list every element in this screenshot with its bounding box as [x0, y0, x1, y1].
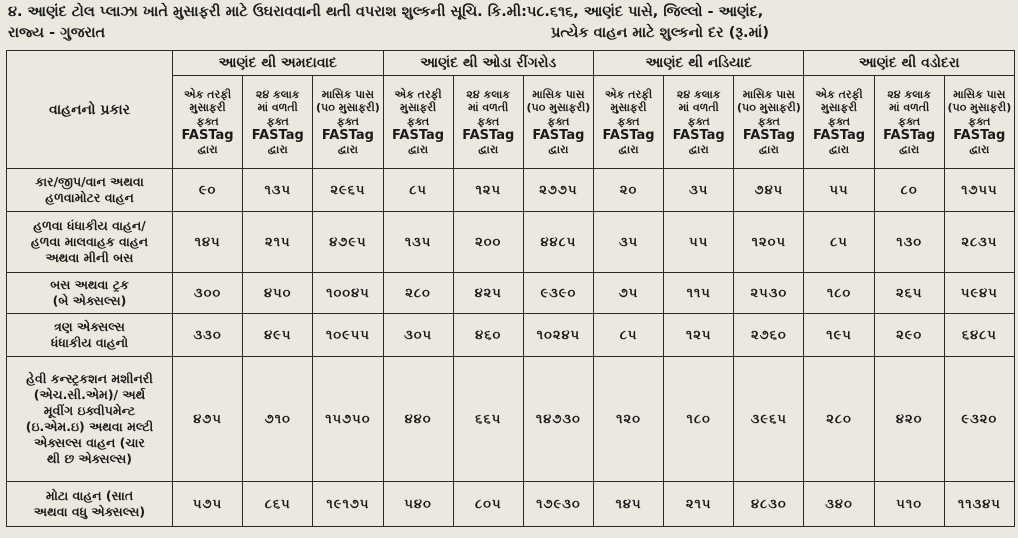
- fastag-label: FASTag: [251, 128, 304, 143]
- fee-type-header-line: માં વળતી: [889, 101, 930, 114]
- fee-cell: ૧૮૦: [804, 273, 874, 314]
- fee-type-header-line: દ્વારા: [758, 143, 779, 156]
- fee-cell: ૮૦૫: [453, 482, 523, 527]
- page-title: ૪. આણંદ ટોલ પ્લાઝા ખાતે મુસાફરી માટે ઉઘરાવવાની થતી વપરાશ શુલ્કની સૂચિ. કિ.મી:૫૮.૬૧૬, આણંદ પાસે, જિલ્લો - આણંદ,: [8, 4, 764, 20]
- fee-type-header-line: દ્વારા: [197, 143, 218, 156]
- fee-cell: ૪૮૩૦: [734, 482, 804, 527]
- vehicle-type-line: મોટા વાહન (સાત: [45, 488, 134, 503]
- table-row: [7, 212, 1015, 273]
- fee-cell: ૫૫: [664, 212, 734, 273]
- fastag-label: FASTag: [321, 128, 374, 143]
- fee-type-header-line: ફક્ત: [407, 114, 430, 128]
- fee-cell: ૧૫૭૫૦: [313, 357, 383, 482]
- route-header-row: [7, 51, 1015, 76]
- fee-type-header-line: દ્વારા: [829, 143, 850, 156]
- fee-type-header-line: દ્વારા: [969, 143, 990, 156]
- fee-type-header-line: ૨૪ કલાક: [466, 87, 511, 101]
- fee-cell: ૫૯૪૫: [944, 273, 1014, 314]
- fee-cell: ૬૬૫: [453, 357, 523, 482]
- fee-cell: ૫૪૦: [383, 482, 453, 527]
- fee-cell: ૮૦: [874, 169, 944, 212]
- fee-cell: ૯૩૨૦: [944, 357, 1014, 482]
- fee-type-header-line: માં વળતી: [468, 101, 509, 114]
- vehicle-type-line: (બે એક્સલ્સ): [52, 293, 127, 308]
- fee-cell: ૯૩૯૦: [523, 273, 593, 314]
- fee-type-header: [453, 76, 523, 169]
- fee-type-header-line: (૫૦ મુસાફરી): [947, 101, 1012, 114]
- vehicle-type-cell: [7, 273, 173, 314]
- vehicle-type-cell: [7, 357, 173, 482]
- fee-cell: ૧૩૫: [383, 212, 453, 273]
- fastag-label: FASTag: [462, 128, 515, 143]
- fee-cell: ૧૨૦૫: [734, 212, 804, 273]
- fee-type-header-line: (૫૦ મુસાફરી): [316, 101, 380, 114]
- fee-cell: ૨૭૭૫: [523, 169, 593, 212]
- vehicle-type-line: થી છ એક્સલ્સ): [46, 451, 133, 466]
- fee-cell: ૪૪૮૫: [523, 212, 593, 273]
- fee-type-header-line: એક તરફી: [815, 87, 863, 101]
- fee-cell: ૧૮૦: [664, 357, 734, 482]
- fee-cell: ૨૯૦: [874, 314, 944, 357]
- fee-cell: ૮૬૫: [243, 482, 313, 527]
- fee-cell: ૫૭૫: [173, 482, 243, 527]
- fee-cell: ૧૯૧૭૫: [313, 482, 383, 527]
- fee-type-header-line: (૫૦ મુસાફરી): [736, 101, 801, 114]
- toll-fee-table: [6, 50, 1015, 527]
- vehicle-type-cell: [7, 169, 173, 212]
- fastag-label: FASTag: [742, 128, 795, 143]
- fee-type-header: [383, 76, 453, 169]
- fee-type-header-line: મુસાફરી: [400, 101, 437, 114]
- vehicle-type-line: અથવા વધુ એક્સલ્સ): [33, 504, 146, 519]
- fee-cell: ૪૫૦: [243, 273, 313, 314]
- fee-cell: ૩૦૫: [383, 314, 453, 357]
- fee-cell: ૧૨૫: [664, 314, 734, 357]
- fee-cell: ૨૧૫: [664, 482, 734, 527]
- fee-type-header-line: દ્વારા: [899, 143, 920, 156]
- fee-type-header: [523, 76, 593, 169]
- fee-cell: ૮૫: [593, 314, 663, 357]
- fee-type-header-line: મુસાફરી: [610, 101, 647, 114]
- fee-type-header-line: દ્વારા: [267, 143, 288, 156]
- fee-cell: ૧૩૫: [243, 169, 313, 212]
- fee-type-header-line: મુસાફરી: [820, 101, 858, 114]
- fee-cell: ૩૫: [664, 169, 734, 212]
- fee-cell: ૭૫: [593, 273, 663, 314]
- fee-cell: ૧૦૯૫૫: [313, 314, 383, 357]
- table-row: [7, 314, 1015, 357]
- fee-cell: ૮૫: [383, 169, 453, 212]
- fee-type-header-line: ૨૪ કલાક: [255, 87, 300, 101]
- fee-cell: ૮૫: [804, 212, 874, 273]
- vehicle-type-line: એક્સલ્સ વાહન (ચાર: [34, 435, 145, 450]
- fee-type-header-line: માસિક પાસ: [742, 87, 795, 101]
- fee-cell: ૭૧૦: [243, 357, 313, 482]
- vehicle-type-line: હળવા માલવાહક વાહન: [30, 234, 149, 249]
- fee-type-header-line: ફક્ત: [757, 114, 780, 128]
- fee-type-header-line: દ્વારા: [688, 143, 709, 156]
- fee-type-header: [944, 76, 1014, 169]
- fee-type-header-line: ફક્ત: [266, 114, 289, 128]
- fee-cell: ૪૬૦: [453, 314, 523, 357]
- vehicle-type-line: હેવી કન્સ્ટ્રકશન મશીનરી: [26, 371, 153, 386]
- fastag-label: FASTag: [392, 128, 445, 143]
- fee-cell: ૧૦૦૪૫: [313, 273, 383, 314]
- fee-type-header-line: માં વળતી: [678, 101, 719, 114]
- state-label: રાજ્ય - ગુજરાત: [8, 25, 106, 41]
- fee-cell: ૩૫: [593, 212, 663, 273]
- vehicle-type-line: ત્રણ એક્સલ્સ: [54, 319, 125, 334]
- table-subtitle: પ્રત્યેક વાહન માટે શુલ્કનો દર (રૂ.માં): [550, 25, 769, 41]
- fee-cell: ૩૪૦: [804, 482, 874, 527]
- fee-cell: ૨૯૬૫: [313, 169, 383, 212]
- fee-cell: ૩૯૬૫: [734, 357, 804, 482]
- fee-type-header-line: ફક્ત: [336, 114, 359, 128]
- vehicle-type-line: હળવામોટર વાહન: [45, 190, 134, 205]
- vehicle-type-cell: [7, 212, 173, 273]
- fee-type-header-line: મુસાફરી: [189, 101, 226, 114]
- route-header: આણંદ થી નડિયાદ: [593, 51, 803, 76]
- fee-type-header-line: ફક્ત: [827, 114, 851, 128]
- table-row: [7, 482, 1015, 527]
- fee-type-header-line: દ્વારા: [618, 143, 639, 156]
- fee-cell: ૧૨૫: [453, 169, 523, 212]
- route-header: આણંદ થી અમદાવાદ: [173, 51, 384, 76]
- fee-cell: ૨૮૦: [383, 273, 453, 314]
- vehicle-type-line: ધંધાકીય વાહનો: [50, 335, 129, 350]
- vehicle-type-line: હળવા ધંધાકીય વાહન/: [33, 218, 146, 233]
- fee-cell: ૧૦૨૪૫: [523, 314, 593, 357]
- fee-type-header-line: માસિક પાસ: [321, 87, 374, 101]
- fee-type-header: [804, 76, 874, 169]
- vehicle-type-line: મૂવીંગ ઇક્વીપમેન્ટ: [43, 403, 136, 418]
- fee-cell: ૪૭૫: [173, 357, 243, 482]
- fee-cell: ૧૯૫: [804, 314, 874, 357]
- fee-type-header: [243, 76, 313, 169]
- vehicle-type-line: (ઇ.એમ.ઇ) અથવા મલ્ટી: [25, 419, 154, 434]
- route-header: આણંદ થી ઓડા રીંગરોડ: [383, 51, 593, 76]
- fee-type-header-line: માસિક પાસ: [532, 87, 585, 101]
- vehicle-type-line: કાર/જીપ/વાન અથવા: [35, 174, 144, 189]
- vehicle-type-line: (એચ.સી.એમ)/ અર્થ: [33, 387, 146, 402]
- fee-type-header-line: એક તરફી: [183, 87, 232, 101]
- fastag-label: FASTag: [602, 128, 655, 143]
- fee-cell: ૨૮૩૫: [944, 212, 1014, 273]
- fee-cell: ૨૬૫: [874, 273, 944, 314]
- fee-cell: ૨૫૩૦: [734, 273, 804, 314]
- fee-type-header: [874, 76, 944, 169]
- fee-type-header-line: ફક્ત: [968, 114, 991, 128]
- fee-cell: ૫૧૦: [874, 482, 944, 527]
- fee-type-header-line: ૨૪ કલાક: [676, 87, 721, 101]
- fee-type-header-line: માસિક પાસ: [953, 87, 1006, 101]
- fee-type-header-line: દ્વારા: [548, 143, 569, 156]
- fee-cell: ૪૭૯૫: [313, 212, 383, 273]
- fastag-label: FASTag: [672, 128, 725, 143]
- table-body: [7, 169, 1015, 527]
- fee-type-header-line: ફક્ત: [547, 114, 570, 128]
- fee-type-header-line: એક તરફી: [604, 87, 653, 101]
- fee-cell: ૧૩૦: [874, 212, 944, 273]
- fee-cell: ૨૭૬૦: [734, 314, 804, 357]
- fee-cell: ૧૧૫: [664, 273, 734, 314]
- fee-type-header-line: ૨૪ કલાક: [887, 87, 931, 101]
- fee-cell: ૨૧૫: [243, 212, 313, 273]
- fastag-label: FASTag: [883, 128, 936, 143]
- fee-cell: ૧૭૯૩૦: [523, 482, 593, 527]
- table-row: [7, 357, 1015, 482]
- fee-cell: ૩૦૦: [173, 273, 243, 314]
- fee-cell: ૧૪૫: [173, 212, 243, 273]
- fee-type-header-line: દ્વારા: [478, 143, 499, 156]
- fee-type-header-line: ફક્ત: [687, 114, 710, 128]
- fee-type-header: [313, 76, 383, 169]
- fee-cell: ૧૧૩૪૫: [944, 482, 1014, 527]
- fee-type-header-line: ફક્ત: [477, 114, 500, 128]
- fee-type-header-line: ફક્ત: [196, 114, 219, 128]
- fee-type-header-line: માં વળતી: [257, 101, 298, 114]
- fee-cell: ૧૪૫: [593, 482, 663, 527]
- fee-cell: ૨૦: [593, 169, 663, 212]
- fee-type-header-line: ફક્ત: [617, 114, 640, 128]
- fee-type-header: [173, 76, 243, 169]
- fastag-label: FASTag: [181, 128, 234, 143]
- fee-type-header-line: (૫૦ મુસાફરી): [526, 101, 591, 114]
- fee-type-header-line: દ્વારા: [408, 143, 429, 156]
- fee-cell: ૧૨૦: [593, 357, 663, 482]
- fee-cell: ૨૮૦: [804, 357, 874, 482]
- fee-type-header-line: એક તરફી: [394, 87, 442, 101]
- fee-type-header: [664, 76, 734, 169]
- vehicle-type-cell: [7, 314, 173, 357]
- route-header: આણંદ થી વડોદરા: [804, 51, 1014, 76]
- vehicle-type-cell: [7, 482, 173, 527]
- fee-cell: ૪૨૫: [453, 273, 523, 314]
- fee-type-header-line: ફક્ત: [898, 114, 921, 128]
- table-row: [7, 273, 1015, 314]
- fee-cell: ૫૫: [804, 169, 874, 212]
- fee-cell: ૬૪૮૫: [944, 314, 1014, 357]
- fee-type-header: [734, 76, 804, 169]
- vehicle-type-line: અથવા મીની બસ: [45, 250, 134, 265]
- fee-cell: ૨૦૦: [453, 212, 523, 273]
- fee-cell: ૧૭૫૫: [944, 169, 1014, 212]
- vehicle-type-line: બસ અથવા ટ્રક: [50, 277, 129, 292]
- vehicle-type-header: વાહનનો પ્રકાર: [7, 51, 173, 169]
- fee-cell: ૪૨૦: [874, 357, 944, 482]
- fastag-label: FASTag: [532, 128, 585, 143]
- fee-cell: ૭૪૫: [734, 169, 804, 212]
- fee-cell: ૪૪૦: [383, 357, 453, 482]
- subtitle-row: [0, 24, 1018, 46]
- table-row: [7, 169, 1015, 212]
- fee-type-header: [593, 76, 663, 169]
- fastag-label: FASTag: [953, 128, 1006, 143]
- fastag-label: FASTag: [812, 128, 866, 143]
- fee-cell: ૩૩૦: [173, 314, 243, 357]
- fee-type-header-line: દ્વારા: [337, 143, 358, 156]
- fee-cell: ૯૦: [173, 169, 243, 212]
- fee-cell: ૧૪૭૩૦: [523, 357, 593, 482]
- fee-cell: ૪૯૫: [243, 314, 313, 357]
